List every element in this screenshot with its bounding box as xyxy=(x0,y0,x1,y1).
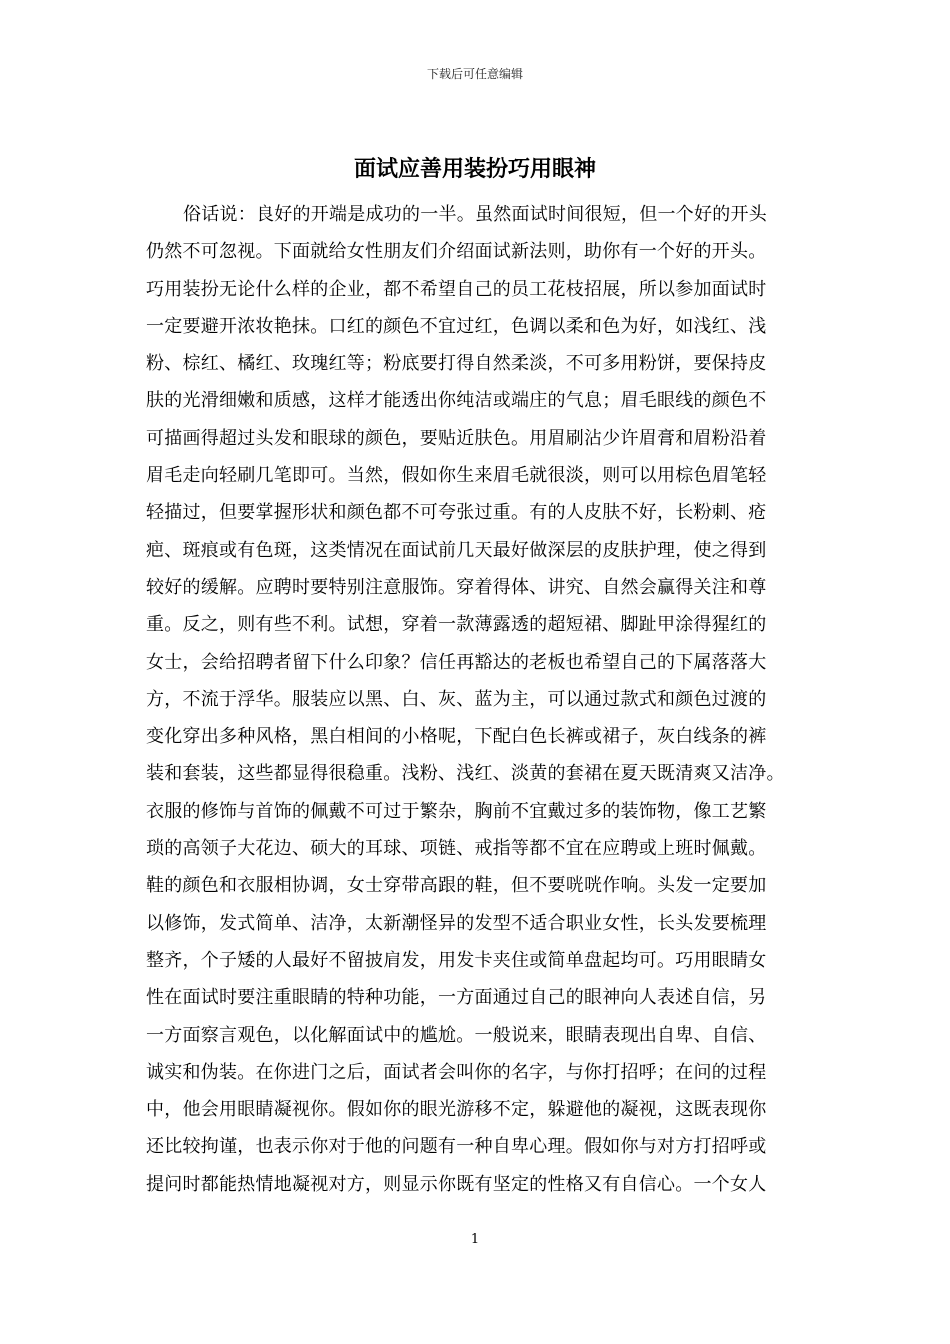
body-line: 仍然不可忽视。下面就给女性朋友们介绍面试新法则，助你有一个好的开头。 xyxy=(146,241,767,263)
body-line: 疤、斑痕或有色斑，这类情况在面试前几天最好做深层的皮肤护理，使之得到 xyxy=(146,539,767,561)
document-title: 面试应善用装扮巧用眼神 xyxy=(353,157,596,182)
body-line: 一方面察言观色，以化解面试中的尴尬。一般说来，眼睛表现出自卑、自信、 xyxy=(146,1024,767,1046)
body-line: 可描画得超过头发和眼球的颜色，要贴近肤色。用眉刷沾少许眉膏和眉粉沿着 xyxy=(146,427,767,449)
body-line: 鞋的颜色和衣服相协调，女士穿带高跟的鞋，但不要咣咣作响。头发一定要加 xyxy=(146,875,767,897)
body-line: 提问时都能热情地凝视对方，则显示你既有坚定的性格又有自信心。一个女人 xyxy=(146,1173,767,1195)
body-line: 肤的光滑细嫩和质感，这样才能透出你纯洁或端庄的气息；眉毛眼线的颜色不 xyxy=(146,390,767,412)
page-header: 下载后可任意编辑 xyxy=(426,67,523,81)
body-line: 琐的高领子大花边、硕大的耳球、项链、戒指等都不宜在应聘或上班时佩戴。 xyxy=(146,838,767,860)
body-line: 女士，会给招聘者留下什么印象？信任再豁达的老板也希望自己的下属落落大 xyxy=(146,651,767,673)
body-line: 中，他会用眼睛凝视你。假如你的眼光游移不定，躲避他的凝视，这既表现你 xyxy=(146,1099,767,1121)
document-body xyxy=(146,196,806,1203)
body-line: 还比较拘谨，也表示你对于他的问题有一种自卑心理。假如你与对方打招呼或 xyxy=(146,1136,767,1158)
body-line: 重。反之，则有些不利。试想，穿着一款薄露透的超短裙、脚趾甲涂得猩红的 xyxy=(146,614,767,636)
body-line: 较好的缓解。应聘时要特别注意服饰。穿着得体、讲究、自然会赢得关注和尊 xyxy=(146,576,767,598)
body-line: 俗话说：良好的开端是成功的一半。虽然面试时间很短，但一个好的开头 xyxy=(183,204,767,225)
body-line: 眉毛走向轻刷几笔即可。当然，假如你生来眉毛就很淡，则可以用棕色眉笔轻 xyxy=(146,465,767,487)
body-line: 巧用装扮无论什么样的企业，都不希望自己的员工花枝招展，所以参加面试时 xyxy=(146,278,767,300)
body-line: 整齐，个子矮的人最好不留披肩发，用发卡夹住或简单盘起均可。巧用眼睛女 xyxy=(146,949,767,971)
body-line: 衣服的修饰与首饰的佩戴不可过于繁杂，胸前不宜戴过多的装饰物，像工艺繁 xyxy=(146,800,767,822)
body-line: 一定要避开浓妆艳抹。口红的颜色不宜过红，色调以柔和色为好，如浅红、浅 xyxy=(146,315,767,337)
page-number: 1 xyxy=(470,1232,480,1247)
body-line: 以修饰，发式简单、洁净，太新潮怪异的发型不适合职业女性，长头发要梳理 xyxy=(146,912,767,934)
body-line: 方，不流于浮华。服装应以黑、白、灰、蓝为主，可以通过款式和颜色过渡的 xyxy=(146,688,767,710)
body-line: 轻描过，但要掌握形状和颜色都不可夸张过重。有的人皮肤不好，长粉刺、疮 xyxy=(146,502,767,524)
body-line: 粉、棕红、橘红、玫瑰红等；粉底要打得自然柔淡，不可多用粉饼，要保持皮 xyxy=(146,353,767,375)
body-line: 诚实和伪装。在你进门之后，面试者会叫你的名字，与你打招呼；在问的过程 xyxy=(146,1061,767,1083)
body-line: 性在面试时要注重眼睛的特种功能，一方面通过自己的眼神向人表述自信，另 xyxy=(146,987,767,1009)
body-line: 装和套装，这些都显得很稳重。浅粉、浅红、淡黄的套裙在夏天既清爽又洁净。 xyxy=(146,763,785,785)
body-line: 变化穿出多种风格，黑白相间的小格呢，下配白色长裤或裙子，灰白线条的裤 xyxy=(146,726,767,748)
